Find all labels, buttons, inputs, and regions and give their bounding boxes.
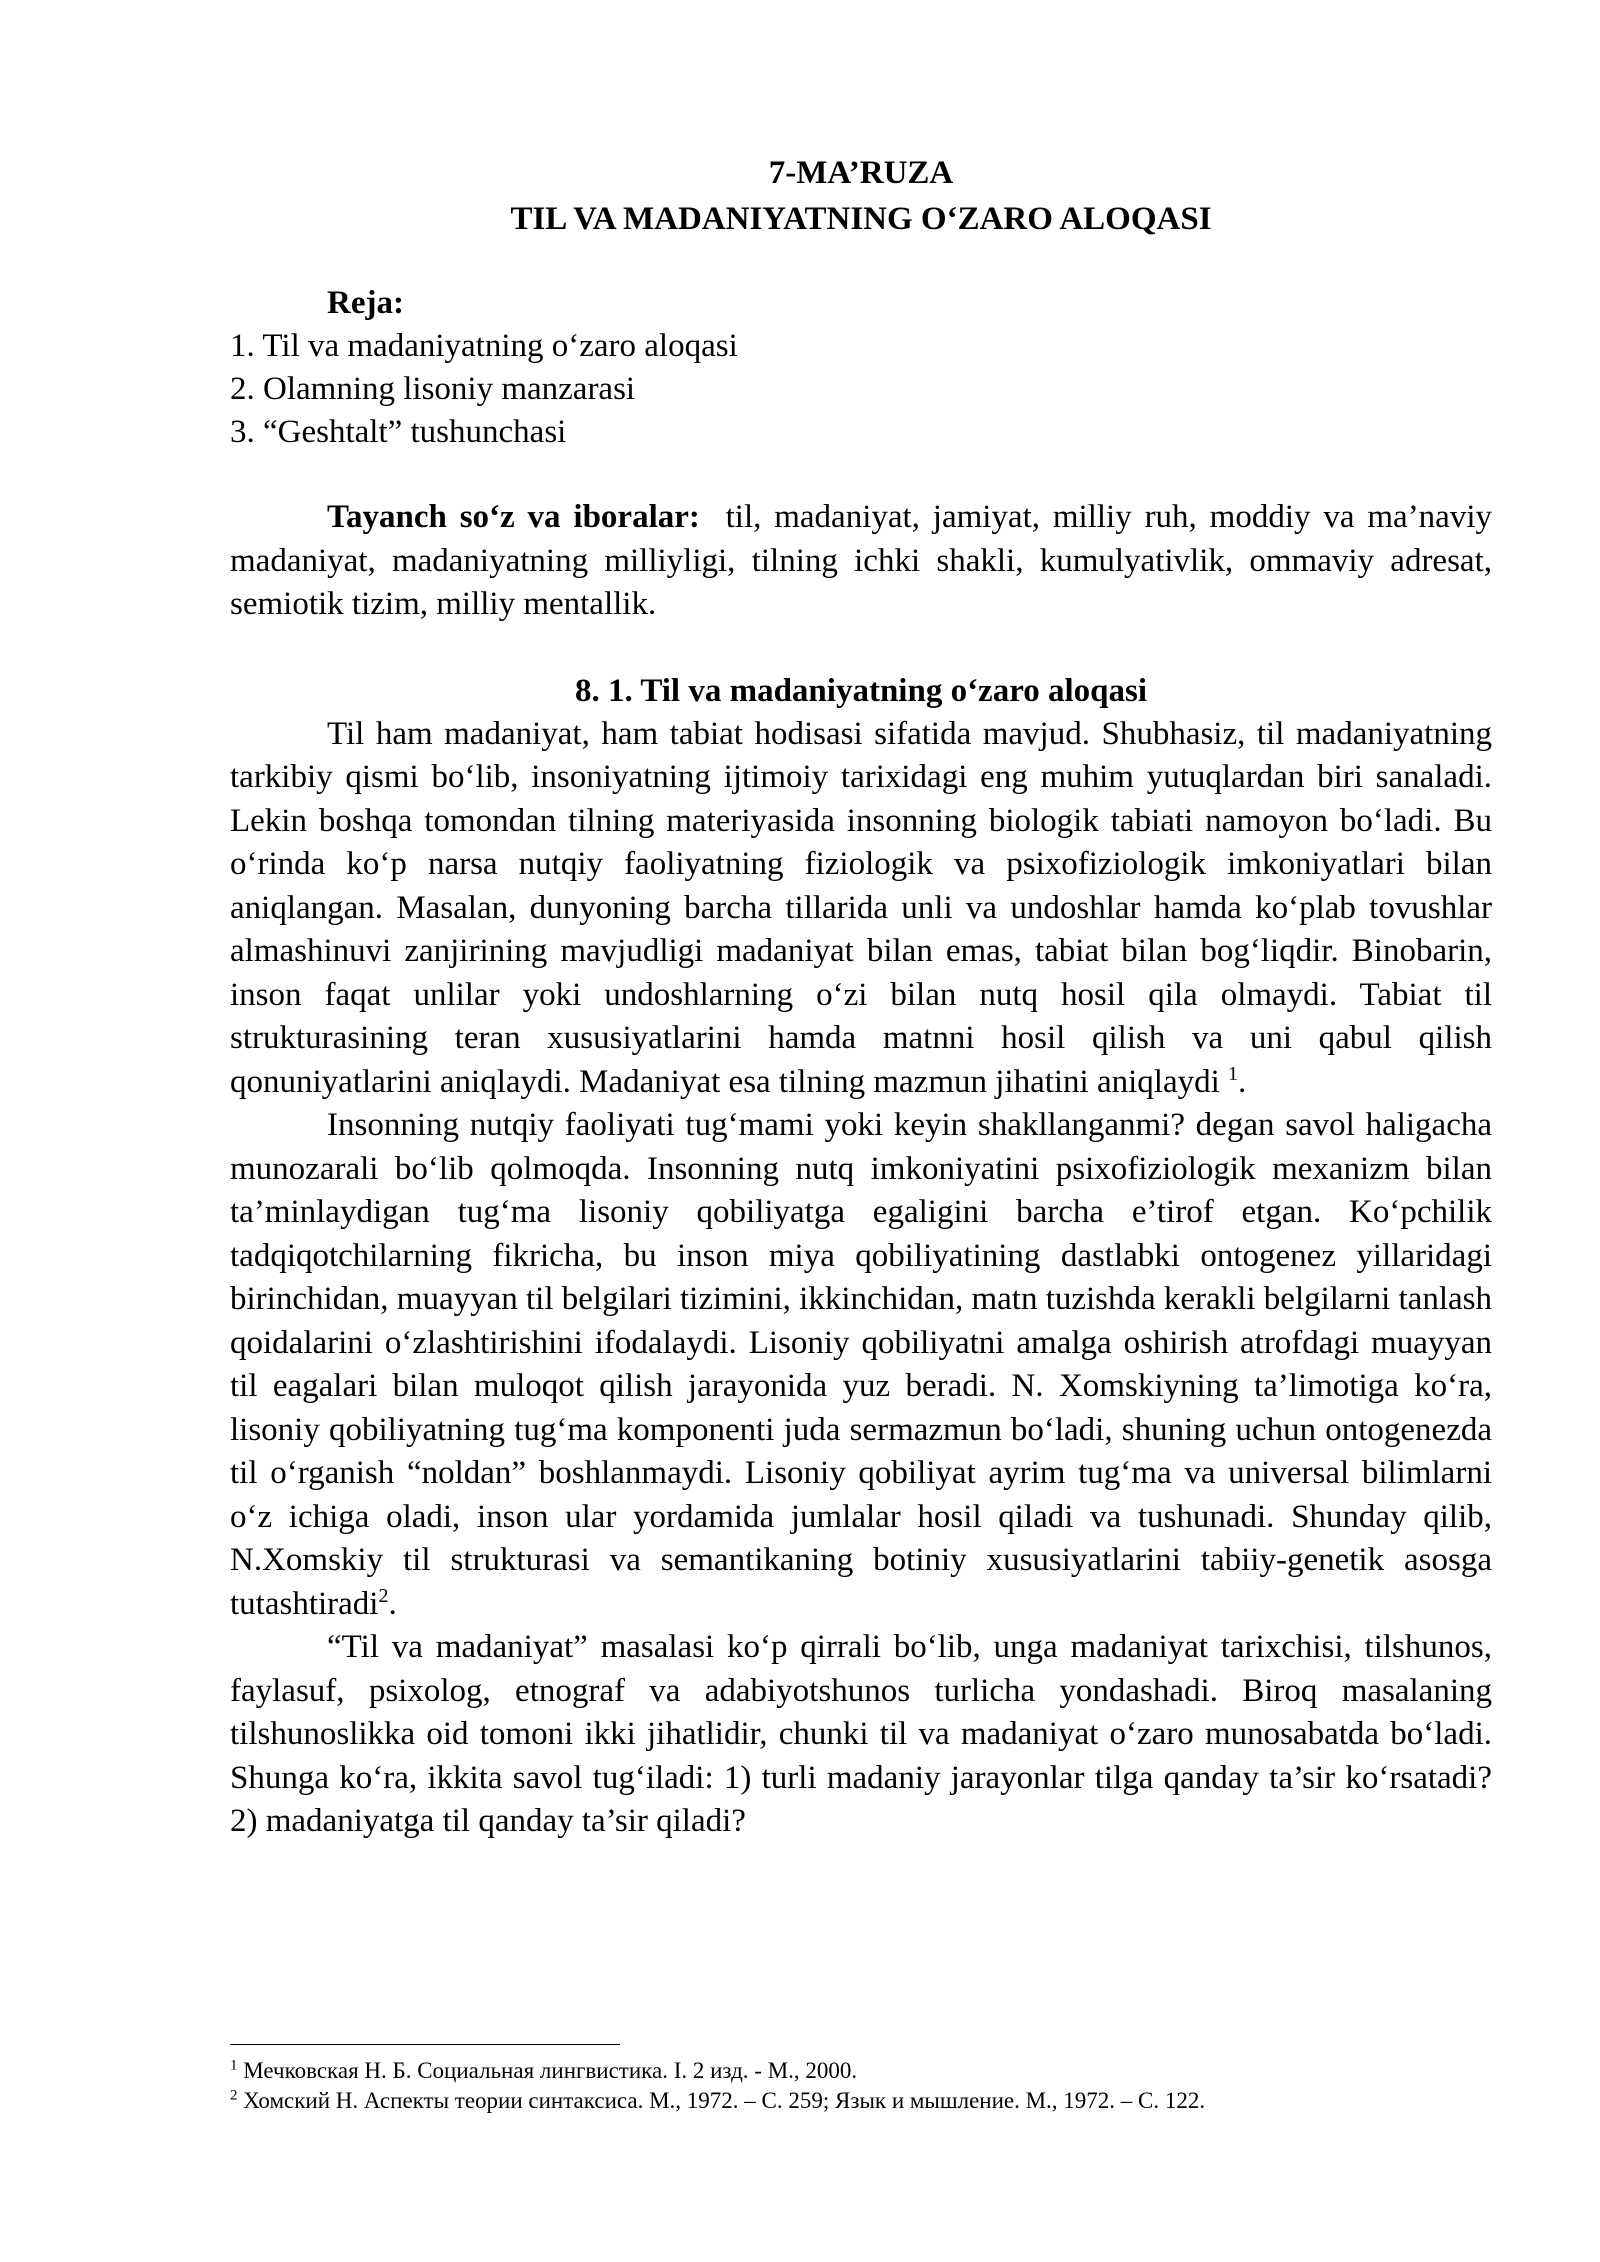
keywords-paragraph <box>230 496 1492 627</box>
footnote <box>230 2056 1492 2086</box>
body-paragraph-2 <box>230 1104 1492 1626</box>
lecture-number: 7-MA’RUZA <box>768 155 954 191</box>
footnote-ref[interactable]: 1 <box>1228 1062 1239 1085</box>
section-heading: 8. 1. Til va madaniyatning o‘zaro aloqasi <box>574 672 1148 709</box>
body-paragraph-3 <box>230 1626 1492 1844</box>
plan-item: 3. “Geshtalt” tushunchasi <box>230 414 567 450</box>
footnote <box>230 2086 1492 2116</box>
paragraph-end: . <box>1238 1063 1247 1100</box>
plan-list <box>230 325 1492 454</box>
footnote-mark: 1 <box>230 2057 238 2074</box>
paragraph-text: “Til va madaniyat” masalasi ko‘p qirrali bo‘lib, unga madaniyat tarixchisi, tilshunos, faylasuf, psixolog, etnograf va adabiyotshunos turlicha yondashadi. Biroq masalaning tilshunoslikka oid tomoni ikki jihatlidir, chunki til va madaniyat o‘zaro munosabatda bo‘ladi. Shunga ko‘ra, ikkita savol tug‘iladi: 1) turli madaniy jarayonlar tilga qanday ta’sir ko‘rsatadi? 2) madaniyatga til qanday ta’sir qiladi? <box>230 1629 1492 1839</box>
footnote-text: Хомский Н. Аспекты теории синтаксиса. М., 1972. – С. 259; Язык и мышление. М., 1972. – С. 122. <box>237 2088 1206 2113</box>
footnote-text: Мечковская Н. Б. Социальная лингвистика. I. 2 изд. - М., 2000. <box>237 2058 858 2083</box>
keywords-text: til, madaniyat, jamiyat, milliy ruh, moddiy va ma’naviy madaniyat, madaniyatning milliyligi, tilning ichki shakli, kumulyativlik, ommaviy adresat, semiotik tizim, milliy mentallik. <box>230 499 1492 622</box>
plan-item: 1. Til va madaniyatning o‘zaro aloqasi <box>230 328 738 364</box>
paragraph-text: Til ham madaniyat, ham tabiat hodisasi sifatida mavjud. Shubhasiz, til madaniyatning tarkibiy qismi bo‘lib, insoniyatning ijtimoiy tarixidagi eng muhim yutuqlardan biri sanaladi. Lekin boshqa tomondan tilning materiyasida insonning biologik tabiati namoyon bo‘ladi. Bu o‘rinda ko‘p narsa nutqiy faoliyatning fiziologik va psixofiziologik imkoniyatlari bilan aniqlangan. Masalan, dunyoning barcha tillarida unli va undoshlar hamda ko‘plab tovushlar almashinuvi zanjirining mavjudligi madaniyat bilan emas, tabiat bilan bog‘liqdir. Binobarin, inson faqat unlilar yoki undoshlarning o‘zi bilan nutq hosil qila olmaydi. Tabiat til strukturasining teran xususiyatlarini hamda matnni hosil qilish va uni qabul qilish qonuniyatlarini aniqlaydi. Madaniyat esa tilning mazmun jihatini aniqlaydi <box>230 715 1492 1100</box>
body-paragraph-1 <box>230 713 1492 1105</box>
footnote-mark: 2 <box>230 2087 238 2104</box>
footnotes <box>230 2056 1492 2116</box>
footnote-ref[interactable]: 2 <box>378 1584 389 1607</box>
paragraph-end: . <box>388 1585 397 1622</box>
page-body <box>230 150 1492 1844</box>
plan-heading: Reja: <box>327 285 404 321</box>
plan-item: 2. Olamning lisoniy manzarasi <box>230 371 636 407</box>
keywords-label: Tayanch so‘z va iboralar: <box>327 499 700 535</box>
footnote-separator <box>230 2044 620 2045</box>
lecture-title: TIL VA MADANIYATNING O‘ZARO ALOQASI <box>510 201 1212 237</box>
paragraph-text: Insonning nutqiy faoliyati tug‘mami yoki keyin shakllanganmi? degan savol haligacha munozarali bo‘lib qolmoqda. Insonning nutq imkoniyatini psixofiziologik mexanizm bilan ta’minlaydigan tug‘ma lisoniy qobiliyatga egaligini barcha e’tirof etgan. Ko‘pchilik tadqiqotchilarning fikricha, bu inson miya qobiliyatining dastlabki ontogenez yillaridagi birinchidan, muayyan til belgilari tizimini, ikkinchidan, matn tuzishda kerakli belgilarni tanlash qoidalarini o‘zlashtirishini ifodalaydi. Lisoniy qobiliyatni amalga oshirish atrofdagi muayyan til eagalari bilan muloqot qilish jarayonida yuz beradi. N. Xomskiyning ta’limotiga ko‘ra, lisoniy qobiliyatning tug‘ma komponenti juda sermazmun bo‘ladi, shuning uchun ontogenezda til o‘rganish “noldan” boshlanmaydi. Lisoniy qobiliyat ayrim tug‘ma va universal bilimlarni o‘z ichiga oladi, inson ular yordamida jumlalar hosil qiladi va tushunadi. Shunday qilib, N.Xomskiy til strukturasi va semantikaning botiniy xususiyatlarini tabiiy-genetik asosga tutashtiradi <box>230 1107 1492 1622</box>
